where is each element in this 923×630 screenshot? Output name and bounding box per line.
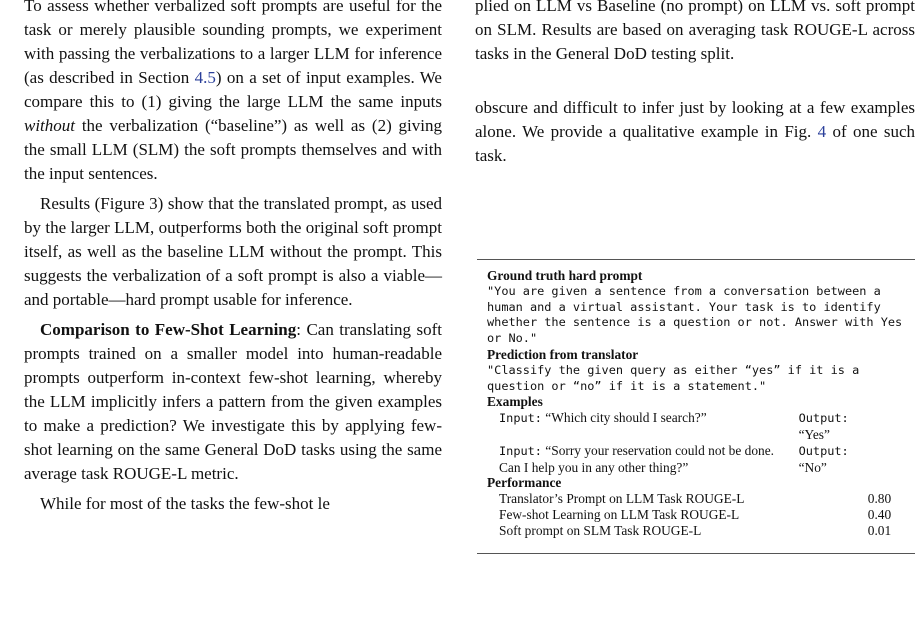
paragraph-few-shot bbox=[24, 318, 442, 486]
emphasis-text: without bbox=[24, 116, 76, 135]
output-text: “Yes” bbox=[798, 426, 830, 442]
input-text: “Sorry your reservation could not be done. Can I help you in any other thing?” bbox=[499, 442, 774, 475]
performance-row bbox=[487, 523, 907, 539]
output-label: Output: bbox=[798, 411, 849, 426]
performance-value: 0.80 bbox=[867, 491, 892, 507]
output-label: Output: bbox=[798, 443, 849, 458]
performance-value: 0.01 bbox=[867, 522, 892, 538]
output-text: “No” bbox=[798, 459, 827, 475]
performance-label: Soft prompt on SLM Task ROUGE-L bbox=[499, 522, 702, 538]
ground-truth-text: "You are given a sentence from a conversation between a human and a virtual assistant. Your task is to identify whether the sentence is a question or not. Answer with Yes or No." bbox=[487, 283, 903, 346]
prediction-text: "Classify the given query as either “yes” if it is a question or “no” if it is a statement." bbox=[487, 362, 860, 393]
text-segment: ) on a set of input examples. We compare this to (1) giving the large LLM the same inputs bbox=[24, 68, 442, 111]
paragraph-qualitative bbox=[475, 96, 915, 168]
figure-caption-tail: plied on LLM vs Baseline (no prompt) on LLM vs. soft prompt on SLM. Results are based on averaging task ROUGE-L across tasks in the General DoD testing split. bbox=[475, 0, 915, 63]
prediction-heading: Prediction from translator bbox=[487, 346, 639, 362]
paragraph-results: Results (Figure 3) show that the translated prompt, as used by the larger LLM, outperforms both the original soft prompt itself, as well as the baseline LLM without the prompt. This suggests the verbalization of a soft prompt is also a viable—and portable—hard prompt usable for inference. bbox=[24, 194, 442, 309]
paragraph-soft-prompt-assessment bbox=[24, 0, 442, 186]
examples-heading: Examples bbox=[487, 394, 543, 410]
section-ref-link[interactable]: 4.5 bbox=[194, 68, 216, 87]
performance-heading: Performance bbox=[487, 475, 562, 491]
figure-ref-link[interactable]: 4 bbox=[817, 122, 827, 141]
text-segment: obscure and difficult to infer just by looking at a few examples alone. We provide a qualitative example in Fig. bbox=[475, 98, 915, 141]
example-row bbox=[487, 443, 907, 476]
performance-label: Few-shot Learning on LLM Task ROUGE-L bbox=[499, 506, 740, 522]
performance-value: 0.40 bbox=[867, 506, 892, 522]
ground-truth-heading: Ground truth hard prompt bbox=[487, 268, 643, 283]
left-column bbox=[24, 0, 442, 516]
text-segment: To assess whether verbalized soft prompts are useful for the task or merely plausible sounding prompts, we experiment with passing the verbalizations to a larger LLM for inference (as described in Section bbox=[24, 0, 442, 87]
right-column bbox=[475, 0, 915, 168]
performance-label: Translator’s Prompt on LLM Task ROUGE-L bbox=[499, 491, 745, 507]
paragraph-lead-heading: Comparison to Few-Shot Learning bbox=[40, 320, 297, 339]
example-row bbox=[487, 410, 907, 443]
figure-bottom-rule bbox=[477, 553, 915, 554]
input-label: Input: bbox=[499, 443, 542, 458]
performance-row bbox=[487, 507, 907, 523]
performance-row bbox=[487, 491, 907, 507]
text-segment: : Can translating soft prompts trained on a smaller model into human-readable prompts outperform in-context few-shot learning, whereby the LLM implicitly infers a pattern from the given examples to make a prediction? We investigate this by applying few-shot learning on the same General DoD tasks using the same average task ROUGE-L metric. bbox=[24, 320, 442, 483]
text-segment: the verbalization (“baseline”) as well as (2) giving the small LLM (SLM) the soft prompts themselves and with the input sentences. bbox=[24, 116, 442, 183]
text-segment: of one such task. bbox=[475, 122, 915, 165]
input-text: “Which city should I search?” bbox=[541, 410, 707, 426]
paragraph-cut-off: While for most of the tasks the few-shot le bbox=[40, 494, 330, 513]
qualitative-example-figure bbox=[477, 259, 915, 554]
input-label: Input: bbox=[499, 411, 542, 426]
